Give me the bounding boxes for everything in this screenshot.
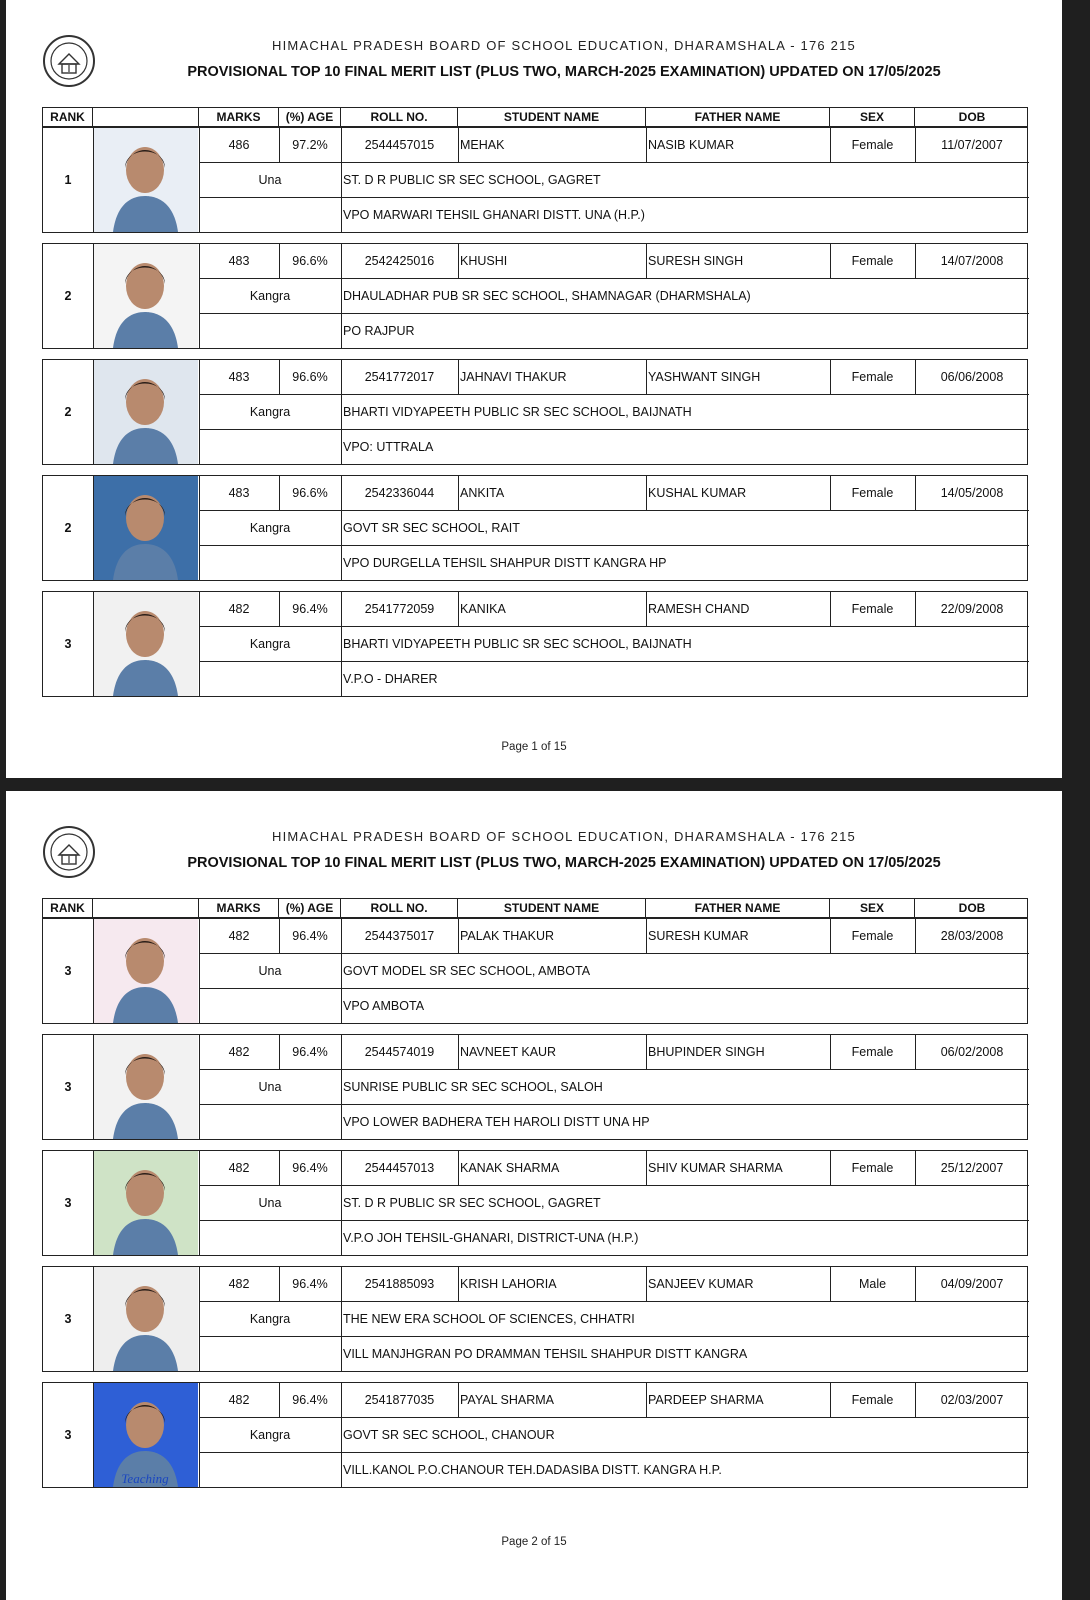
address-cell: VILL.KANOL P.O.CHANOUR TEH.DADASIBA DISTT. KANGRA H.P. xyxy=(343,1462,722,1477)
district-cell: Una xyxy=(258,1195,282,1210)
dob-cell: 22/09/2008 xyxy=(940,602,1004,616)
roll-cell: 2541772017 xyxy=(364,370,435,384)
father-name-cell: SURESH KUMAR xyxy=(648,929,749,943)
col-marks: MARKS xyxy=(199,899,279,917)
percent-cell: 96.6% xyxy=(292,486,328,500)
page-footer: Page 2 of 15 xyxy=(501,1536,567,1548)
marks-cell: 482 xyxy=(228,929,250,943)
record-row xyxy=(42,918,1028,1024)
student-name-cell: KRISH LAHORIA xyxy=(460,1277,557,1291)
student-name-cell: ANKITA xyxy=(460,486,505,500)
table-header xyxy=(42,898,1028,918)
address-cell: VPO LOWER BADHERA TEH HAROLI DISTT UNA HP xyxy=(343,1114,650,1129)
record-row xyxy=(42,1150,1028,1256)
col-dob: DOB xyxy=(958,110,986,124)
rank-cell: 3 xyxy=(64,1080,72,1094)
district-cell: Kangra xyxy=(249,404,291,419)
col-percent: (%) AGE xyxy=(279,899,341,917)
roll-cell: 2541772059 xyxy=(364,602,435,616)
student-photo xyxy=(93,1267,198,1371)
percent-cell: 97.2% xyxy=(292,138,328,152)
marks-cell: 483 xyxy=(228,254,250,268)
rank-cell: 2 xyxy=(64,289,72,303)
marks-cell: 482 xyxy=(228,1161,250,1175)
col-marks: MARKS xyxy=(199,108,279,126)
sex-cell: Female xyxy=(851,1161,894,1175)
school-cell: THE NEW ERA SCHOOL OF SCIENCES, CHHATRI xyxy=(343,1311,635,1326)
record-row xyxy=(42,591,1028,697)
father-name-cell: SHIV KUMAR SHARMA xyxy=(648,1161,783,1175)
col-father: FATHER NAME xyxy=(646,899,830,917)
father-name-cell: KUSHAL KUMAR xyxy=(648,486,747,500)
rank-cell: 2 xyxy=(64,521,72,535)
school-cell: DHAULADHAR PUB SR SEC SCHOOL, SHAMNAGAR (DHARMSHALA) xyxy=(343,288,751,303)
student-name-cell: NAVNEET KAUR xyxy=(460,1045,557,1059)
student-photo xyxy=(93,244,198,348)
marks-cell: 483 xyxy=(228,370,250,384)
percent-cell: 96.4% xyxy=(292,929,328,943)
district-cell: Una xyxy=(258,172,282,187)
student-photo xyxy=(93,128,198,232)
roll-cell: 2544574019 xyxy=(364,1045,435,1059)
school-cell: GOVT MODEL SR SEC SCHOOL, AMBOTA xyxy=(343,963,591,978)
address-cell: VPO: UTTRALA xyxy=(343,439,434,454)
percent-cell: 96.6% xyxy=(292,370,328,384)
father-name-cell: SURESH SINGH xyxy=(648,254,744,268)
marks-cell: 483 xyxy=(228,486,250,500)
address-cell: V.P.O JOH TEHSIL-GHANARI, DISTRICT-UNA (H.P.) xyxy=(343,1230,639,1245)
col-sex: SEX xyxy=(830,899,915,917)
record-row xyxy=(42,359,1028,465)
school-cell: BHARTI VIDYAPEETH PUBLIC SR SEC SCHOOL, BAIJNATH xyxy=(343,636,692,651)
record-row xyxy=(42,1034,1028,1140)
father-name-cell: YASHWANT SINGH xyxy=(648,370,761,384)
col-sex: SEX xyxy=(830,108,915,126)
student-name-cell: MEHAK xyxy=(460,138,505,152)
school-cell: ST. D R PUBLIC SR SEC SCHOOL, GAGRET xyxy=(343,1195,601,1210)
student-photo xyxy=(93,476,198,580)
percent-cell: 96.4% xyxy=(292,1393,328,1407)
address-cell: VILL MANJHGRAN PO DRAMMAN TEHSIL SHAHPUR DISTT KANGRA xyxy=(343,1346,748,1361)
col-student: STUDENT NAME xyxy=(458,899,646,917)
percent-cell: 96.4% xyxy=(292,1277,328,1291)
marks-cell: 482 xyxy=(228,1277,250,1291)
district-cell: Kangra xyxy=(249,636,291,651)
rank-cell: 3 xyxy=(64,637,72,651)
rank-cell: 1 xyxy=(64,173,72,187)
marks-cell: 486 xyxy=(228,138,250,152)
address-cell: V.P.O - DHARER xyxy=(343,671,438,686)
percent-cell: 96.4% xyxy=(292,602,328,616)
roll-cell: 2542336044 xyxy=(364,486,435,500)
record-row xyxy=(42,243,1028,349)
student-name-cell: JAHNAVI THAKUR xyxy=(460,370,567,384)
col-roll: ROLL NO. xyxy=(341,899,458,917)
col-student: STUDENT NAME xyxy=(458,108,646,126)
dob-cell: 06/02/2008 xyxy=(940,1045,1004,1059)
sex-cell: Female xyxy=(851,138,894,152)
col-photo xyxy=(93,108,199,126)
father-name-cell: RAMESH CHAND xyxy=(648,602,750,616)
district-cell: Kangra xyxy=(249,288,291,303)
dob-cell: 02/03/2007 xyxy=(940,1393,1004,1407)
sex-cell: Female xyxy=(851,1393,894,1407)
student-name-cell: PALAK THAKUR xyxy=(460,929,555,943)
dob-cell: 28/03/2008 xyxy=(940,929,1004,943)
district-cell: Kangra xyxy=(249,1311,291,1326)
school-cell: SUNRISE PUBLIC SR SEC SCHOOL, SALOH xyxy=(343,1079,603,1094)
student-photo xyxy=(93,592,198,696)
district-cell: Kangra xyxy=(249,1427,291,1442)
page-footer: Page 1 of 15 xyxy=(501,741,567,753)
student-name-cell: PAYAL SHARMA xyxy=(460,1393,555,1407)
record-row xyxy=(42,475,1028,581)
marks-cell: 482 xyxy=(228,1045,250,1059)
col-rank: RANK xyxy=(43,108,93,126)
student-photo xyxy=(93,360,198,464)
address-cell: PO RAJPUR xyxy=(343,323,415,338)
school-cell: GOVT SR SEC SCHOOL, RAIT xyxy=(343,520,520,535)
roll-cell: 2541877035 xyxy=(364,1393,435,1407)
col-photo xyxy=(93,899,199,917)
father-name-cell: BHUPINDER SINGH xyxy=(648,1045,765,1059)
rank-cell: 3 xyxy=(64,1196,72,1210)
district-cell: Una xyxy=(258,963,282,978)
dob-cell: 06/06/2008 xyxy=(940,370,1004,384)
col-father: FATHER NAME xyxy=(646,108,830,126)
rank-cell: 3 xyxy=(64,1312,72,1326)
student-name-cell: KANAK SHARMA xyxy=(460,1161,560,1175)
photo-shirt-text: Teaching xyxy=(121,1471,169,1486)
percent-cell: 96.6% xyxy=(292,254,328,268)
student-photo xyxy=(93,1151,198,1255)
student-name-cell: KHUSHI xyxy=(460,254,508,268)
student-photo xyxy=(93,1383,198,1487)
dob-cell: 14/07/2008 xyxy=(940,254,1004,268)
roll-cell: 2541885093 xyxy=(364,1277,435,1291)
percent-cell: 96.4% xyxy=(292,1161,328,1175)
sex-cell: Female xyxy=(851,486,894,500)
father-name-cell: NASIB KUMAR xyxy=(648,138,735,152)
father-name-cell: SANJEEV KUMAR xyxy=(648,1277,754,1291)
school-cell: ST. D R PUBLIC SR SEC SCHOOL, GAGRET xyxy=(343,172,601,187)
percent-cell: 96.4% xyxy=(292,1045,328,1059)
address-cell: VPO AMBOTA xyxy=(343,998,425,1013)
school-cell: BHARTI VIDYAPEETH PUBLIC SR SEC SCHOOL, BAIJNATH xyxy=(343,404,692,419)
col-roll: ROLL NO. xyxy=(341,108,458,126)
sex-cell: Female xyxy=(851,254,894,268)
sex-cell: Female xyxy=(851,602,894,616)
address-cell: VPO MARWARI TEHSIL GHANARI DISTT. UNA (H.P.) xyxy=(343,207,645,222)
page-2 xyxy=(6,791,1062,1600)
rank-cell: 2 xyxy=(64,405,72,419)
roll-cell: 2544375017 xyxy=(364,929,435,943)
district-cell: Kangra xyxy=(249,520,291,535)
district-cell: Una xyxy=(258,1079,282,1094)
roll-cell: 2544457013 xyxy=(364,1161,435,1175)
page-title: PROVISIONAL TOP 10 FINAL MERIT LIST (PLUS TWO, MARCH-2025 EXAMINATION) UPDATED ON 17/05/2025 xyxy=(187,64,941,80)
student-photo xyxy=(93,919,198,1023)
sex-cell: Female xyxy=(851,370,894,384)
dob-cell: 11/07/2007 xyxy=(941,138,1003,152)
dob-cell: 04/09/2007 xyxy=(940,1277,1004,1291)
sex-cell: Female xyxy=(851,929,894,943)
col-rank: RANK xyxy=(43,899,93,917)
record-row xyxy=(42,1382,1028,1488)
board-name: HIMACHAL PRADESH BOARD OF SCHOOL EDUCATION, DHARAMSHALA - 176 215 xyxy=(272,829,856,844)
col-percent: (%) AGE xyxy=(279,108,341,126)
record-row xyxy=(42,1266,1028,1372)
marks-cell: 482 xyxy=(228,1393,250,1407)
rank-cell: 3 xyxy=(64,964,72,978)
dob-cell: 25/12/2007 xyxy=(940,1161,1004,1175)
school-cell: GOVT SR SEC SCHOOL, CHANOUR xyxy=(343,1427,555,1442)
student-name-cell: KANIKA xyxy=(460,602,506,616)
roll-cell: 2542425016 xyxy=(364,254,435,268)
col-dob: DOB xyxy=(958,901,986,915)
rank-cell: 3 xyxy=(64,1428,72,1442)
sex-cell: Male xyxy=(858,1277,887,1291)
address-cell: VPO DURGELLA TEHSIL SHAHPUR DISTT KANGRA HP xyxy=(343,555,667,570)
record-row xyxy=(42,127,1028,233)
roll-cell: 2544457015 xyxy=(364,138,435,152)
marks-cell: 482 xyxy=(228,602,250,616)
board-name: HIMACHAL PRADESH BOARD OF SCHOOL EDUCATION, DHARAMSHALA - 176 215 xyxy=(272,38,856,53)
table-header xyxy=(42,107,1028,127)
page-title: PROVISIONAL TOP 10 FINAL MERIT LIST (PLUS TWO, MARCH-2025 EXAMINATION) UPDATED ON 17/05/2025 xyxy=(187,855,941,871)
dob-cell: 14/05/2008 xyxy=(940,486,1004,500)
student-photo xyxy=(93,1035,198,1139)
sex-cell: Female xyxy=(851,1045,894,1059)
father-name-cell: PARDEEP SHARMA xyxy=(648,1393,764,1407)
page-1 xyxy=(6,0,1062,778)
